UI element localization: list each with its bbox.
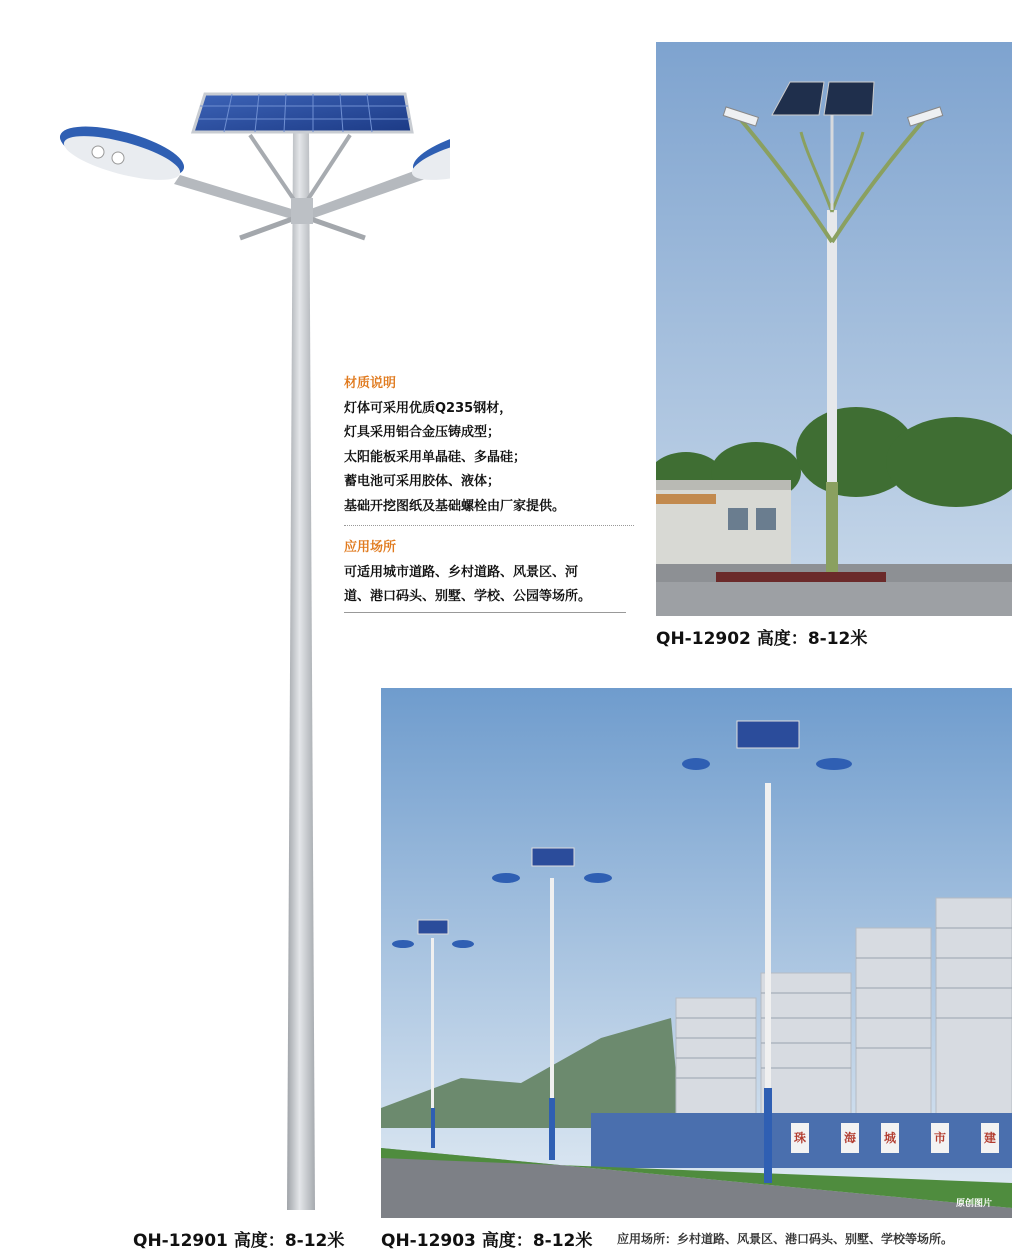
material-heading: 材质说明 — [344, 376, 397, 391]
model-label: QH-12902 — [656, 629, 751, 649]
material-line: 灯体可采用优质Q235钢材， — [344, 400, 513, 416]
lamp-head-left-icon — [55, 116, 189, 189]
height-label: 高度： — [481, 1231, 533, 1251]
fence-char: 城 — [884, 1131, 897, 1145]
pole — [287, 132, 315, 1210]
caption-qh-12902 — [656, 624, 867, 649]
usage-note: 应用场所：乡村道路、风景区、港口码头、别墅、学校等场所。 — [617, 1232, 954, 1246]
height-value: 8-12米 — [284, 1231, 345, 1251]
product-photo-qh-12903 — [381, 688, 1012, 1218]
material-line: 太阳能板采用单晶硅、多晶硅； — [344, 449, 527, 465]
material-line: 灯具采用铝合金压铸成型； — [344, 425, 501, 440]
model-label: QH-12901 — [133, 1231, 228, 1251]
fence-char: 珠 — [794, 1131, 807, 1145]
solar-panel-icon — [193, 94, 412, 132]
height-label: 高度： — [233, 1231, 285, 1251]
fence-char: 海 — [844, 1131, 857, 1145]
product-photo-qh-12902 — [656, 42, 1012, 616]
application-line: 可适用城市道路、乡村道路、风景区、河 — [344, 564, 579, 580]
divider — [344, 525, 634, 526]
application-line: 道、港口码头、别墅、学校、公园等场所。 — [344, 589, 592, 604]
spec-panel — [344, 372, 634, 613]
application-heading: 应用场所 — [344, 540, 397, 555]
material-line: 蓄电池可采用胶体、液体； — [344, 474, 501, 489]
fence-char: 市 — [934, 1131, 947, 1145]
model-label: QH-12903 — [381, 1231, 476, 1251]
material-line: 基础开挖图纸及基础螺栓由厂家提供。 — [344, 498, 566, 514]
caption-qh-12903 — [381, 1226, 592, 1251]
fence-char: 建 — [984, 1131, 997, 1145]
height-label: 高度： — [756, 629, 808, 649]
caption-qh-12901 — [133, 1226, 344, 1251]
watermark: 原创图片 — [956, 1199, 993, 1209]
underline — [344, 612, 626, 613]
height-value: 8-12米 — [532, 1231, 593, 1251]
height-value: 8-12米 — [807, 629, 868, 649]
